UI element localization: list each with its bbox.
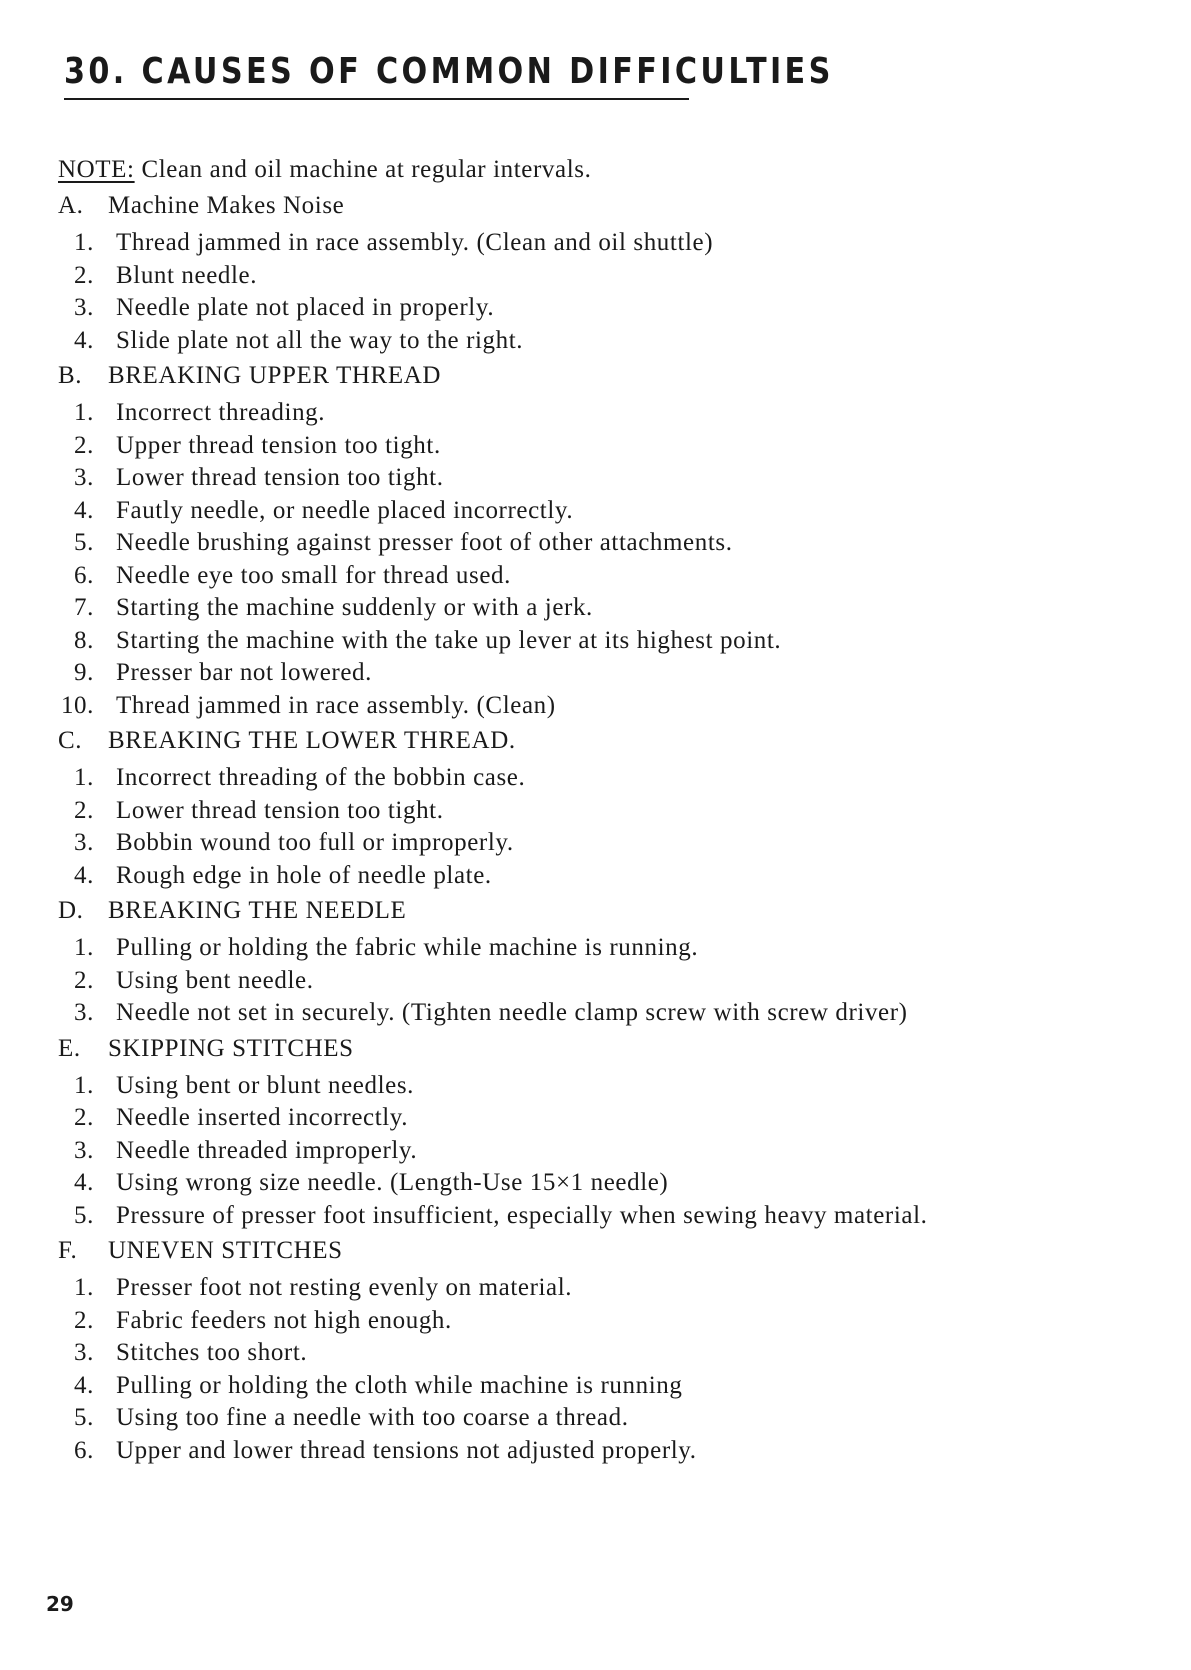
list-item	[58, 1167, 1138, 1200]
item-text: Lower thread tension too tight.	[116, 464, 444, 491]
item-number: 5.	[74, 1201, 94, 1229]
section	[58, 1032, 1138, 1233]
item-text: Needle brushing against presser foot of other attachments.	[116, 529, 733, 556]
section-letter: C.	[58, 727, 83, 754]
item-text: Needle inserted incorrectly.	[116, 1104, 409, 1131]
item-number: 1.	[74, 229, 94, 256]
section-letter: A.	[58, 192, 84, 219]
item-text: Needle plate not placed in properly.	[116, 294, 495, 321]
item-number: 2.	[74, 261, 94, 289]
item-text: Incorrect threading.	[116, 399, 326, 426]
item-text: Presser bar not lowered.	[116, 659, 372, 686]
item-text: Incorrect threading of the bobbin case.	[116, 764, 526, 791]
section-letter: E.	[58, 1034, 81, 1062]
list-item	[58, 1200, 1138, 1233]
item-number: 1.	[74, 934, 94, 961]
note-text: Clean and oil machine at regular intervals.	[141, 156, 592, 183]
item-text: Using bent or blunt needles.	[116, 1071, 415, 1099]
section	[58, 359, 1138, 722]
section-title: BREAKING UPPER THREAD	[108, 362, 441, 389]
list-item	[58, 1272, 1138, 1305]
item-number: 1.	[74, 399, 94, 426]
item-list	[58, 762, 1138, 892]
list-item	[58, 325, 1138, 358]
item-number: 8.	[74, 626, 94, 654]
list-item	[58, 1070, 1138, 1103]
section-letter: F.	[58, 1237, 78, 1264]
section-title: UNEVEN STITCHES	[108, 1237, 343, 1264]
item-number: 9.	[74, 659, 94, 686]
item-number: 10.	[60, 691, 94, 719]
item-text: Rough edge in hole of needle plate.	[116, 861, 492, 889]
list-item	[58, 1370, 1138, 1403]
item-text: Using too fine a needle with too coarse a thread.	[116, 1404, 629, 1431]
item-text: Pulling or holding the cloth while machine is running	[116, 1371, 683, 1399]
item-number: 5.	[74, 1404, 94, 1431]
section-heading	[58, 1234, 1138, 1268]
item-number: 3.	[74, 294, 94, 321]
list-item	[58, 795, 1138, 828]
section-title: SKIPPING STITCHES	[108, 1034, 354, 1062]
section-letter: B.	[58, 362, 83, 389]
list-item	[58, 292, 1138, 325]
item-number: 1.	[74, 764, 94, 791]
item-list	[58, 1070, 1138, 1233]
section-title: BREAKING THE NEEDLE	[108, 897, 407, 924]
note	[58, 151, 1138, 189]
item-text: Bobbin wound too full or improperly.	[116, 829, 514, 856]
list-item	[58, 592, 1138, 625]
list-item	[58, 1102, 1138, 1135]
list-item	[58, 827, 1138, 860]
list-item	[58, 1305, 1138, 1338]
content	[58, 151, 1138, 1469]
list-item	[58, 860, 1138, 893]
item-number: 7.	[74, 594, 94, 621]
section-heading	[58, 894, 1138, 928]
item-text: Needle eye too small for thread used.	[116, 561, 511, 589]
item-text: Fautly needle, or needle placed incorrectly.	[116, 496, 574, 524]
list-item	[58, 762, 1138, 795]
item-text: Stitches too short.	[116, 1339, 308, 1366]
item-list	[58, 397, 1138, 722]
note-label: NOTE:	[58, 156, 135, 183]
item-text: Thread jammed in race assembly. (Clean)	[116, 691, 556, 719]
item-text: Lower thread tension too tight.	[116, 796, 444, 824]
item-text: Blunt needle.	[116, 261, 258, 289]
item-text: Upper and lower thread tensions not adjusted properly.	[116, 1436, 697, 1464]
list-item	[58, 430, 1138, 463]
item-number: 1.	[74, 1274, 94, 1301]
item-number: 4.	[74, 1371, 94, 1399]
item-text: Upper thread tension too tight.	[116, 431, 441, 459]
section-title: BREAKING THE LOWER THREAD.	[108, 727, 516, 754]
list-item	[58, 997, 1138, 1030]
list-item	[58, 1337, 1138, 1370]
item-number: 2.	[74, 966, 94, 994]
list-item	[58, 260, 1138, 293]
list-item	[58, 527, 1138, 560]
section	[58, 724, 1138, 892]
item-number: 5.	[74, 529, 94, 556]
page-title: 30. CAUSES OF COMMON DIFFICULTIES	[64, 51, 834, 92]
list-item	[58, 1402, 1138, 1435]
section-heading	[58, 359, 1138, 393]
item-number: 4.	[74, 1169, 94, 1196]
list-item	[58, 657, 1138, 690]
section-heading	[58, 724, 1138, 758]
section-heading	[58, 189, 1138, 223]
item-text: Thread jammed in race assembly. (Clean and oil shuttle)	[116, 229, 714, 256]
item-number: 2.	[74, 431, 94, 459]
item-number: 4.	[74, 861, 94, 889]
item-text: Needle not set in securely. (Tighten needle clamp screw with screw driver)	[116, 999, 908, 1026]
item-number: 4.	[74, 326, 94, 354]
item-number: 6.	[74, 1436, 94, 1464]
list-item	[58, 560, 1138, 593]
item-number: 3.	[74, 1339, 94, 1366]
item-list	[58, 227, 1138, 357]
section-letter: D.	[58, 897, 84, 924]
list-item	[58, 1435, 1138, 1468]
item-number: 2.	[74, 796, 94, 824]
item-number: 2.	[74, 1306, 94, 1334]
item-text: Starting the machine suddenly or with a jerk.	[116, 594, 593, 621]
item-text: Starting the machine with the take up lever at its highest point.	[116, 626, 782, 654]
item-text: Fabric feeders not high enough.	[116, 1306, 452, 1334]
item-number: 4.	[74, 496, 94, 524]
item-number: 3.	[74, 829, 94, 856]
list-item	[58, 932, 1138, 965]
section-title: Machine Makes Noise	[108, 192, 345, 219]
item-text: Needle threaded improperly.	[116, 1136, 418, 1164]
item-number: 3.	[74, 999, 94, 1026]
item-text: Presser foot not resting evenly on material.	[116, 1274, 573, 1301]
list-item	[58, 495, 1138, 528]
item-number: 6.	[74, 561, 94, 589]
title-underline	[64, 50, 834, 100]
item-number: 1.	[74, 1071, 94, 1099]
list-item	[58, 965, 1138, 998]
sections	[58, 189, 1138, 1467]
item-list	[58, 932, 1138, 1030]
item-text: Pressure of presser foot insufficient, especially when sewing heavy material.	[116, 1201, 928, 1229]
list-item	[58, 1135, 1138, 1168]
list-item	[58, 227, 1138, 260]
list-item	[58, 690, 1138, 723]
item-text: Using wrong size needle. (Length-Use 15×1 needle)	[116, 1169, 669, 1196]
item-text: Using bent needle.	[116, 966, 314, 994]
section	[58, 894, 1138, 1030]
section	[58, 189, 1138, 357]
item-text: Slide plate not all the way to the right.	[116, 326, 524, 354]
section	[58, 1234, 1138, 1467]
list-item	[58, 625, 1138, 658]
item-number: 2.	[74, 1104, 94, 1131]
list-item	[58, 397, 1138, 430]
list-item	[58, 462, 1138, 495]
item-number: 3.	[74, 1136, 94, 1164]
item-list	[58, 1272, 1138, 1467]
section-heading	[58, 1032, 1138, 1066]
page-number: 29	[46, 1592, 74, 1616]
item-text: Pulling or holding the fabric while machine is running.	[116, 934, 699, 961]
item-number: 3.	[74, 464, 94, 491]
